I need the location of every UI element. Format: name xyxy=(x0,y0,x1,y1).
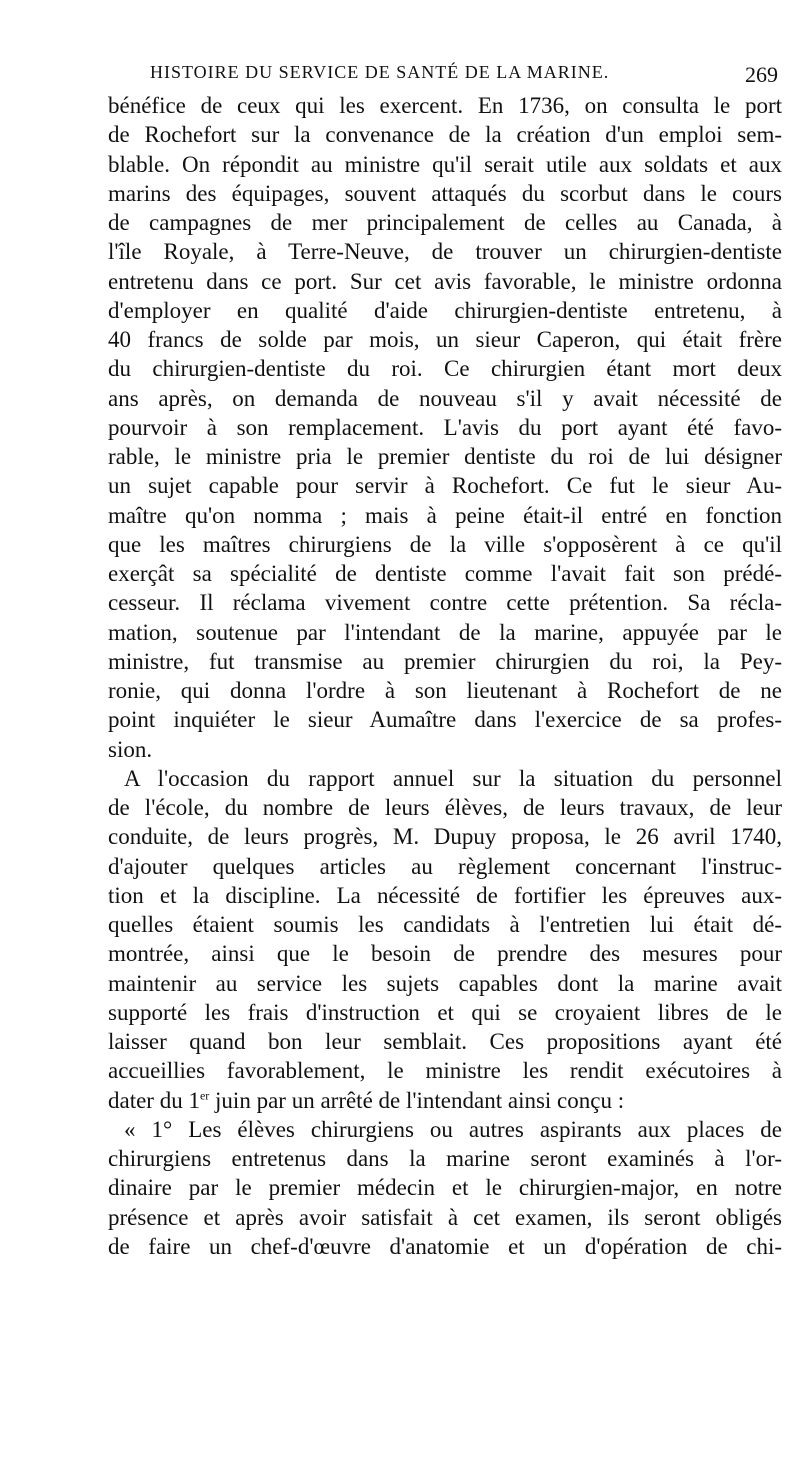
text-line: d'employer en qualité d'aide chirurgien-dentiste entretenu, à xyxy=(108,297,782,323)
text-line: ronie, qui donna l'ordre à son lieutenant à Rochefort de ne xyxy=(108,678,782,703)
running-head xyxy=(110,58,778,88)
text-line: quelles étaient soumis les candidats à l'entretien lui était dé- xyxy=(108,912,782,937)
text-line: de Rochefort sur la convenance de la création d'un emploi sem- xyxy=(108,122,782,148)
text-line: ministre, fut transmise au premier chirurgien du roi, la Pey- xyxy=(108,648,782,674)
text-line: 40 francs de solde par mois, un sieur Caperon, qui était frère xyxy=(108,327,782,352)
text-line: accueillies favorablement, le ministre les rendit exécutoires à xyxy=(108,1058,782,1084)
text-line: que les maîtres chirurgiens de la ville s'opposèrent à ce qu'il xyxy=(108,531,782,557)
line-rest: juin par un arrêté de l'intendant ainsi conçu : xyxy=(209,1087,625,1113)
text-line: de l'école, du nombre de leurs élèves, de leurs travaux, de leur xyxy=(108,795,782,820)
text-line: dinaire par le premier médecin et le chirurgien-major, en notre xyxy=(108,1175,782,1201)
text-line: mation, soutenue par l'intendant de la marine, appuyée par le xyxy=(108,619,782,645)
text-line: « 1° Les élèves chirurgiens ou autres aspirants aux places de xyxy=(124,1116,782,1142)
text-line: point inquiéter le sieur Aumaître dans l'exercice de sa profes- xyxy=(108,707,782,733)
text-line: de faire un chef-d'œuvre d'anatomie et un d'opération de chi- xyxy=(108,1233,782,1259)
text-line: marins des équipages, souvent attaqués du scorbut dans le cours xyxy=(108,180,782,206)
text-line: bénéfice de ceux qui les exercent. En 1736, on consulta le port xyxy=(108,93,782,118)
text-line: laisser quand bon leur semblait. Ces propositions ayant été xyxy=(108,1029,782,1054)
ordinal-superscript: er xyxy=(199,1087,210,1102)
text-line: rable, le ministre pria le premier dentiste du roi de lui désigner xyxy=(108,444,782,469)
text-line: maintenir au service les sujets capables dont la marine avait xyxy=(108,970,782,996)
body-text xyxy=(108,91,782,1261)
text-line: tion et la discipline. La nécessité de fortifier les épreuves aux- xyxy=(108,882,782,908)
text-line: de campagnes de mer principalement de celles au Canada, à xyxy=(108,210,782,235)
text-line: un sujet capable pour servir à Rochefort. Ce fut le sieur Au- xyxy=(108,473,782,499)
text-line: ans après, on demanda de nouveau s'il y avait nécessité de xyxy=(108,385,782,411)
text-line-with-superscript xyxy=(108,1086,782,1115)
text-line: montrée, ainsi que le besoin de prendre des mesures pour xyxy=(108,941,782,967)
line-start: dater du 1 xyxy=(108,1087,200,1113)
text-line: pourvoir à son remplacement. L'avis du port ayant été favo- xyxy=(108,414,782,440)
text-line: blable. On répondit au ministre qu'il serait utile aux soldats et aux xyxy=(108,151,782,177)
text-line: présence et après avoir satisfait à cet examen, ils seront obligés xyxy=(108,1204,782,1230)
text-line: cesseur. Il réclama vivement contre cette prétention. Sa récla- xyxy=(108,590,782,616)
text-line: maître qu'on nomma ; mais à peine était-il entré en fonction xyxy=(108,502,782,528)
page-number: 269 xyxy=(745,62,778,87)
text-line: supporté les frais d'instruction et qui se croyaient libres de le xyxy=(108,999,782,1025)
text-line: A l'occasion du rapport annuel sur la situation du personnel xyxy=(124,765,782,791)
paragraph-end-line: sion. xyxy=(108,736,153,762)
running-title: HISTOIRE DU SERVICE DE SANTÉ DE LA MARINE. xyxy=(150,62,610,82)
text-line: exerçât sa spécialité de dentiste comme l'avait fait son prédé- xyxy=(108,561,782,586)
text-line: d'ajouter quelques articles au règlement concernant l'instruc- xyxy=(108,853,782,879)
text-line: du chirurgien-dentiste du roi. Ce chirurgien étant mort deux xyxy=(108,356,782,382)
text-line: entretenu dans ce port. Sur cet avis favorable, le ministre ordonna xyxy=(108,268,782,294)
text-line: l'île Royale, à Terre-Neuve, de trouver un chirurgien-dentiste xyxy=(108,239,782,265)
text-line: conduite, de leurs progrès, M. Dupuy proposa, le 26 avril 1740, xyxy=(108,824,782,850)
text-line: chirurgiens entretenus dans la marine seront examinés à l'or- xyxy=(108,1146,782,1171)
